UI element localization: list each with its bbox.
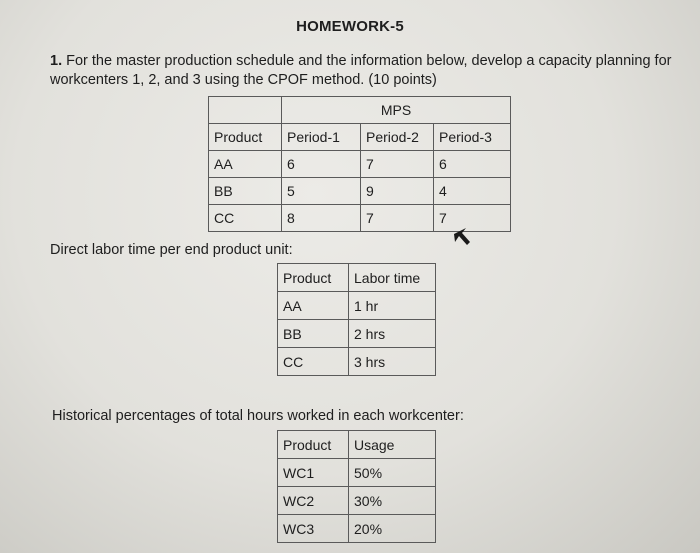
labor-cell: 3 hrs: [349, 348, 436, 376]
table-row: [278, 487, 436, 515]
mps-header-period-3: Period-3: [434, 124, 511, 151]
usage-header-usage: Usage: [349, 431, 436, 459]
labor-time-table: [277, 263, 436, 376]
table-row: [278, 459, 436, 487]
mps-header-row: [209, 124, 511, 151]
mps-table: [208, 96, 511, 232]
labor-header-row: [278, 264, 436, 292]
usage-cell: WC1: [278, 459, 349, 487]
labor-cell: AA: [278, 292, 349, 320]
mps-header-period-1: Period-1: [282, 124, 361, 151]
mps-cell: CC: [209, 205, 282, 232]
labor-cell: BB: [278, 320, 349, 348]
table-row: [278, 320, 436, 348]
mps-cell: 4: [434, 178, 511, 205]
table-row: [209, 178, 511, 205]
labor-header-time: Labor time: [349, 264, 436, 292]
mps-cell: 5: [282, 178, 361, 205]
table-row: [278, 292, 436, 320]
labor-header-product: Product: [278, 264, 349, 292]
usage-cell: 50%: [349, 459, 436, 487]
mps-cell: AA: [209, 151, 282, 178]
mps-header-period-2: Period-2: [361, 124, 434, 151]
usage-table: [277, 430, 436, 543]
labor-cell: 1 hr: [349, 292, 436, 320]
labor-cell: 2 hrs: [349, 320, 436, 348]
usage-header-product: Product: [278, 431, 349, 459]
usage-heading: Historical percentages of total hours worked in each workcenter:: [52, 408, 464, 424]
labor-cell: CC: [278, 348, 349, 376]
labor-heading: Direct labor time per end product unit:: [50, 242, 293, 258]
usage-header-row: [278, 431, 436, 459]
usage-cell: WC2: [278, 487, 349, 515]
question-text: [50, 52, 680, 90]
mps-table-title: MPS: [282, 97, 511, 124]
mps-cell: 7: [361, 151, 434, 178]
mps-cell: BB: [209, 178, 282, 205]
mps-cell: 7: [434, 205, 511, 232]
mps-header-product: Product: [209, 124, 282, 151]
mps-cell: 6: [282, 151, 361, 178]
table-row: [209, 151, 511, 178]
mps-cell: 7: [361, 205, 434, 232]
usage-cell: 20%: [349, 515, 436, 543]
usage-cell: WC3: [278, 515, 349, 543]
mouse-cursor-icon: [452, 226, 472, 248]
usage-cell: 30%: [349, 487, 436, 515]
question-body: For the master production schedule and the information below, develop a capacity planning for workcenters 1, 2, and 3 using the CPOF method. (10 points): [50, 53, 672, 88]
mps-cell: 8: [282, 205, 361, 232]
mps-cell: 9: [361, 178, 434, 205]
table-row: [278, 348, 436, 376]
mps-cell: 6: [434, 151, 511, 178]
table-row: [278, 515, 436, 543]
question-number: 1.: [50, 53, 63, 69]
page-title: HOMEWORK-5: [296, 18, 404, 35]
